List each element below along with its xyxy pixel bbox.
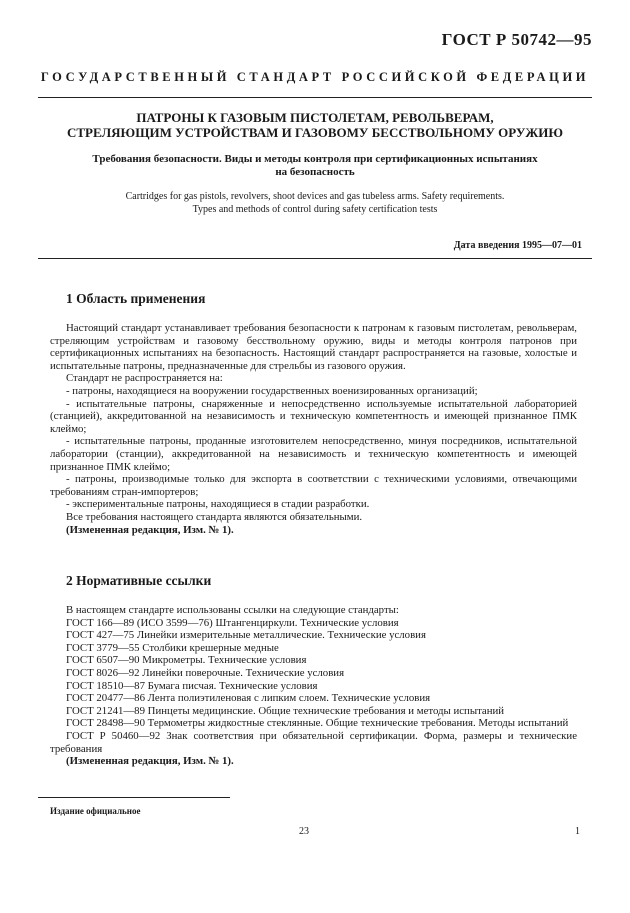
section-1-heading: 1 Область применения [66, 291, 206, 306]
exclusion-item: - испытательные патроны, проданные изготовителем непосредственно, минуя посредников, испытательной лаборатории (станции), аккредитованной на независимость и техническую компетентность и имеющей признанное ПМК клеймо; [50, 435, 577, 473]
amendment-note: (Измененная редакция, Изм. № 1). [66, 755, 234, 768]
english-title-line2: Types and methods of control during safety certification tests [192, 204, 438, 215]
section-1-body [50, 322, 577, 536]
reference-item: ГОСТ 166—89 (ИСО 3599—76) Штангенциркули. Технические условия [66, 616, 399, 629]
title-block-rule [38, 258, 592, 259]
reference-item: ГОСТ Р 50460—92 Знак соответствия при обязательной сертификации. Форма, размеры и технические требования [50, 729, 577, 755]
section-1-paragraph: Настоящий стандарт устанавливает требования безопасности к патронам к газовым пистолетам, револьверам, стреляющим устройствам и газовому бесствольному оружию, виды и методы контроля патронов при сертификационных испытаниях на безопасность. Настоящий стандарт распространяется на газовые, холостые и испытательные патроны, предназначенные для стрельбы из газового оружия. [50, 322, 577, 372]
reference-item: ГОСТ 18510—87 Бумага писчая. Технические условия [66, 679, 318, 692]
reference-item: ГОСТ 8026—92 Линейки поверочные. Технические условия [66, 666, 345, 679]
reference-item: ГОСТ 427—75 Линейки измерительные металлические. Технические условия [66, 629, 426, 642]
footer-rule [38, 797, 230, 798]
exclusion-item: - патроны, находящиеся на вооружении государственных военизированных организаций; [66, 384, 478, 397]
introduction-date: Дата введения 1995—07—01 [453, 240, 582, 251]
exclusion-item: - экспериментальные патроны, находящиеся в стадии разработки. [66, 498, 370, 511]
reference-item: ГОСТ 21241—89 Пинцеты медицинские. Общие технические требования и методы испытаний [66, 704, 505, 717]
amendment-note: (Измененная редакция, Изм. № 1). [66, 523, 234, 536]
document-subtitle-line2: на безопасность [275, 166, 355, 178]
section-1-paragraph: Все требования настоящего стандарта являются обязательными. [66, 510, 363, 523]
reference-item: ГОСТ 3779—55 Столбики крешерные медные [66, 641, 279, 654]
reference-item: ГОСТ 6507—90 Микрометры. Технические условия [66, 654, 307, 667]
section-1-paragraph: Стандарт не распространяется на: [66, 372, 223, 385]
document-title-line1: ПАТРОНЫ К ГАЗОВЫМ ПИСТОЛЕТАМ, РЕВОЛЬВЕРАМ, [136, 110, 494, 125]
page-number-center: 23 [299, 826, 309, 837]
exclusion-item: - испытательные патроны, снаряженные и непосредственно используемые испытательной лабораторией (станцией), аккредитованной на независимость и техническую компетентность и имеющей признанное ПМК клеймо; [50, 397, 577, 435]
exclusion-item: - патроны, производимые только для экспорта в соответствии с техническими условиями, отвечающими требованиям стран-импортеров; [50, 473, 577, 498]
section-2-body [50, 604, 577, 768]
section-2-intro: В настоящем стандарте использованы ссылки на следующие стандарты: [66, 604, 399, 616]
section-2-heading: 2 Нормативные ссылки [66, 573, 212, 588]
document-subtitle-line1: Требования безопасности. Виды и методы контроля при сертификационных испытаниях [92, 153, 538, 165]
page-number-right: 1 [575, 826, 580, 837]
reference-item: ГОСТ 20477—86 Лента полиэтиленовая с липким слоем. Технические условия [66, 692, 431, 705]
english-title-line1: Cartridges for gas pistols, revolvers, shoot devices and gas tubeless arms. Safety requirements. [125, 191, 505, 202]
state-standard-title: ГОСУДАРСТВЕННЫЙ СТАНДАРТ РОССИЙСКОЙ ФЕДЕРАЦИИ [40, 70, 590, 84]
reference-item: ГОСТ 28498—90 Термометры жидкостные стеклянные. Общие технические требования. Методы испытаний [66, 717, 569, 730]
document-title-line2: СТРЕЛЯЮЩИМ УСТРОЙСТВАМ И ГАЗОВОМУ БЕССТВОЛЬНОМУ ОРУЖИЮ [66, 125, 563, 140]
official-edition-label: Издание официальное [50, 806, 141, 816]
header-rule [38, 97, 592, 98]
gost-number: ГОСТ Р 50742—95 [441, 30, 592, 49]
